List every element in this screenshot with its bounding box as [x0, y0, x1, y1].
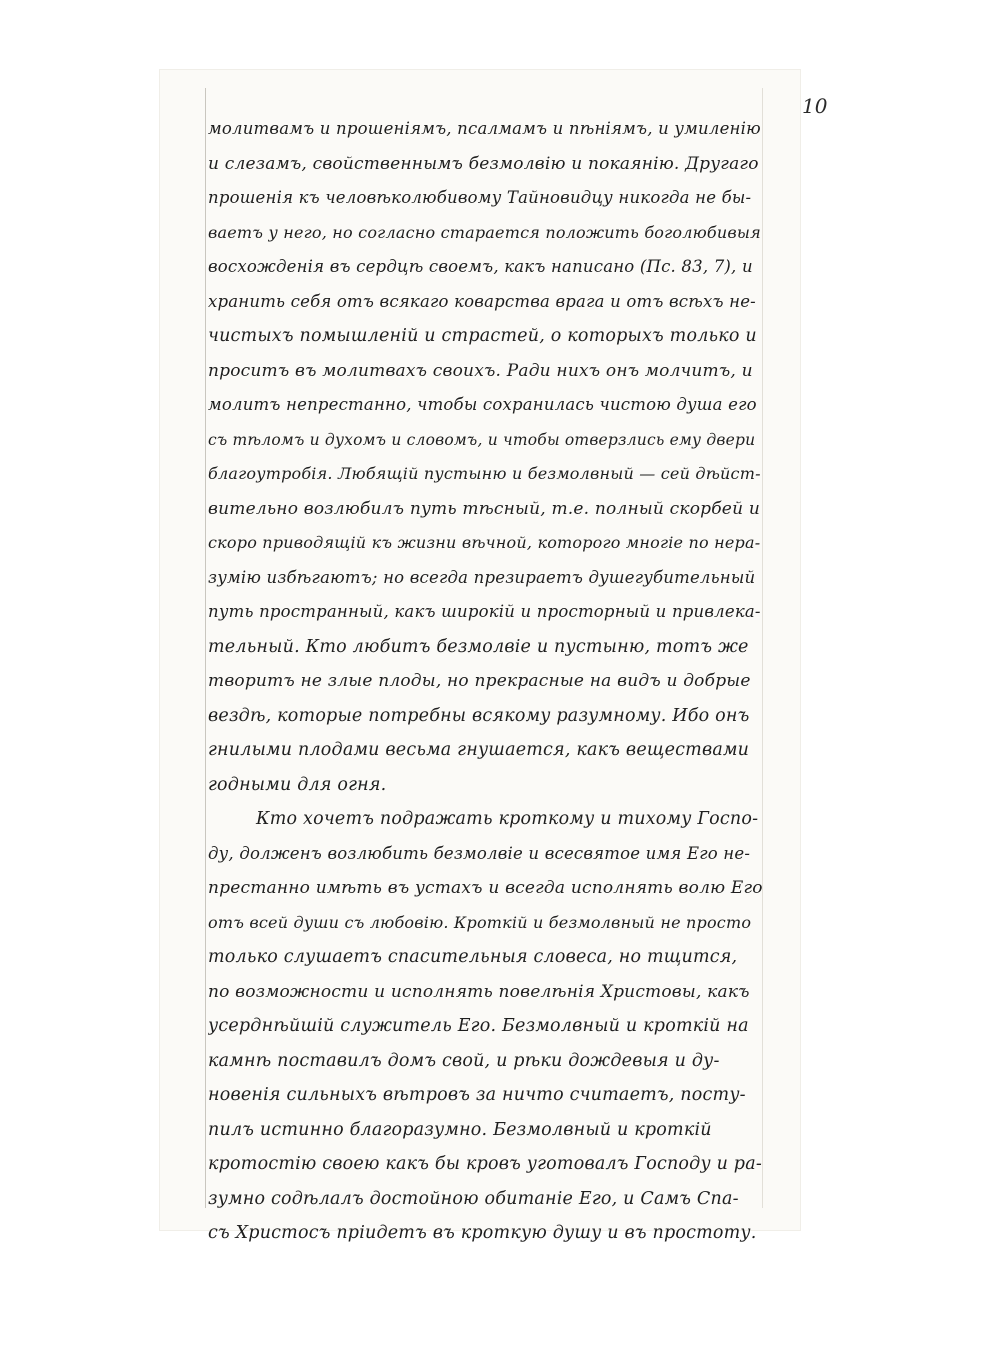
text-line: зумію избѣгаютъ; но всегда презираетъ душегубительный	[208, 567, 756, 587]
text-line: и слезамъ, свойственнымъ безмолвію и покаянію. Другаго	[208, 153, 759, 174]
text-line: по возможности и исполнять повелѣнія Христовы, какъ	[208, 981, 750, 1002]
manuscript-text	[208, 112, 763, 1251]
text-line: престанно имѣть въ устахъ и всегда исполнять волю Его	[208, 878, 763, 898]
text-line: пилъ истинно благоразумно. Безмолвный и кроткій	[208, 1119, 712, 1140]
text-line: ду, долженъ возлюбить безмолвіе и всесвятое имя Его не-	[208, 843, 751, 863]
text-line: ваетъ у него, но согласно старается положить боголюбивыя	[208, 222, 761, 242]
text-line: путь пространный, какъ широкій и просторный и привлека-	[208, 602, 761, 621]
text-line: проситъ въ молитвахъ своихъ. Ради нихъ онъ молчитъ, и	[208, 360, 753, 381]
text-line: благоутробія. Любящій пустыню и безмолвный — сей дѣйст-	[208, 464, 761, 483]
text-line: съ тѣломъ и духомъ и словомъ, и чтобы отверзлись ему двери	[208, 430, 756, 449]
text-line: Кто хочетъ подражать кроткому и тихому Госпо-	[256, 809, 759, 829]
text-line: хранить себя отъ всякаго коварства врага и отъ всѣхъ не-	[208, 291, 756, 311]
text-line: гнилыми плодами весьма гнушается, какъ веществами	[208, 740, 750, 760]
text-line: вительно возлюбилъ путь тѣсный, т.е. полный скорбей и	[208, 498, 760, 519]
text-line: съ Христосъ пріидетъ въ кроткую душу и въ простоту.	[208, 1223, 757, 1243]
text-line: молитъ непрестанно, чтобы сохранилась чистою душа его	[208, 395, 757, 414]
text-line: отъ всей души съ любовію. Кроткій и безмолвный не просто	[208, 912, 752, 932]
text-line: усерднѣйшій служитель Его. Безмолвный и кроткій на	[208, 1016, 749, 1036]
text-line: годными для огня.	[208, 774, 387, 795]
text-line: новенія сильныхъ вѣтровъ за ничто считаетъ, посту-	[208, 1085, 746, 1105]
text-line: прошенія къ человѣколюбивому Тайновидцу никогда не бы-	[208, 188, 752, 207]
text-line: восхожденія въ сердцѣ своемъ, какъ написано (Пс. 83, 7), и	[208, 257, 753, 276]
text-line: зумно содѣлалъ достойною обитаніе Его, и Самъ Спа-	[208, 1188, 739, 1209]
text-line: кротостію своею какъ бы кровъ уготовалъ Господу и ра-	[208, 1154, 762, 1174]
text-line: вездѣ, которые потребны всякому разумному. Ибо онъ	[208, 705, 750, 726]
text-line: молитвамъ и прошеніямъ, псалмамъ и пѣніямъ, и умиленію	[208, 119, 761, 138]
text-line: камнѣ поставилъ домъ свой, и рѣки дождевыя и ду-	[208, 1050, 720, 1071]
page-number: 10	[802, 94, 828, 118]
text-line: творитъ не злые плоды, но прекрасные на видъ и добрые	[208, 671, 751, 691]
text-line: чистыхъ помышленій и страстей, о которыхъ только и	[208, 326, 757, 346]
text-line: только слушаетъ спасительныя словеса, но тщится,	[208, 947, 738, 967]
text-line: скоро приводящій къ жизни вѣчной, которого многіе по нера-	[208, 533, 761, 552]
text-line: тельный. Кто любитъ безмолвіе и пустыню, тотъ же	[208, 636, 749, 657]
left-margin-rule	[205, 88, 206, 1208]
